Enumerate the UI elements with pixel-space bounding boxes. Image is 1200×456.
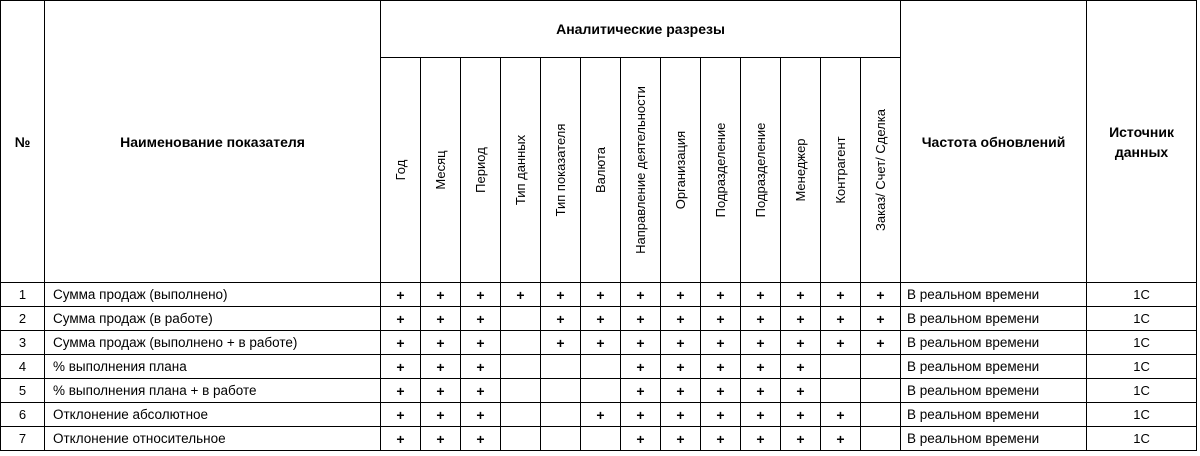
row-number: 4 [1, 355, 45, 379]
dimension-mark: + [821, 331, 861, 355]
dimension-mark: + [701, 403, 741, 427]
dimension-mark [861, 379, 901, 403]
dimension-mark: + [421, 379, 461, 403]
dimension-mark: + [581, 283, 621, 307]
dimension-mark: + [461, 427, 501, 451]
dimension-mark: + [621, 379, 661, 403]
table-row [1, 331, 1197, 355]
dimension-mark: + [861, 307, 901, 331]
dimension-header [821, 58, 861, 283]
row-number: 1 [1, 283, 45, 307]
dimension-mark: + [461, 283, 501, 307]
dimension-mark: + [381, 307, 421, 331]
row-frequency: В реальном времени [901, 331, 1087, 355]
dimension-mark: + [701, 355, 741, 379]
dimension-mark: + [421, 331, 461, 355]
row-source: 1С [1087, 307, 1197, 331]
dimension-label: Заказ/ Счет/ Сделка [872, 109, 888, 231]
dimension-mark [501, 403, 541, 427]
dimension-mark [541, 379, 581, 403]
row-name: Отклонение относительное [45, 427, 381, 451]
dimension-mark: + [621, 283, 661, 307]
dimension-label: Менеджер [792, 138, 808, 202]
dimension-mark: + [781, 331, 821, 355]
dimension-mark: + [621, 307, 661, 331]
dimension-header [741, 58, 781, 283]
dimension-mark: + [461, 379, 501, 403]
dimension-header [701, 58, 741, 283]
dimension-mark: + [381, 379, 421, 403]
dimension-mark: + [541, 331, 581, 355]
dimension-header [541, 58, 581, 283]
dimension-mark: + [781, 307, 821, 331]
row-number: 5 [1, 379, 45, 403]
dimension-mark: + [861, 283, 901, 307]
dimension-mark: + [741, 307, 781, 331]
dimension-mark: + [581, 403, 621, 427]
dimension-mark: + [421, 427, 461, 451]
row-number: 7 [1, 427, 45, 451]
row-name: % выполнения плана [45, 355, 381, 379]
dimension-mark [581, 379, 621, 403]
dimension-header [781, 58, 821, 283]
dimension-mark: + [381, 331, 421, 355]
dimension-mark [501, 331, 541, 355]
dimension-label: Контрагент [832, 136, 848, 204]
dimension-mark: + [621, 427, 661, 451]
row-source: 1С [1087, 427, 1197, 451]
row-name: Сумма продаж (в работе) [45, 307, 381, 331]
row-name: Сумма продаж (выполнено) [45, 283, 381, 307]
row-number: 2 [1, 307, 45, 331]
dimension-mark [821, 379, 861, 403]
dimension-label: Направление деятельности [632, 86, 648, 254]
table-row [1, 427, 1197, 451]
table-row [1, 355, 1197, 379]
dimension-mark [501, 355, 541, 379]
dimension-mark: + [621, 355, 661, 379]
dimension-mark: + [461, 307, 501, 331]
dimension-mark [541, 355, 581, 379]
dimension-mark [501, 379, 541, 403]
row-source: 1С [1087, 331, 1197, 355]
dimension-mark: + [661, 403, 701, 427]
dimension-header [661, 58, 701, 283]
dimension-mark: + [741, 355, 781, 379]
dimension-header [501, 58, 541, 283]
dimension-header [621, 58, 661, 283]
dimension-mark: + [381, 427, 421, 451]
dimension-label: Подразделение [712, 122, 728, 218]
row-name: % выполнения плана + в работе [45, 379, 381, 403]
dimension-mark: + [741, 283, 781, 307]
dimension-mark: + [701, 283, 741, 307]
dimension-mark: + [661, 355, 701, 379]
dimension-label: Период [472, 147, 488, 193]
dimension-mark: + [541, 307, 581, 331]
dimension-mark: + [461, 355, 501, 379]
dimension-mark: + [381, 403, 421, 427]
dimension-label: Организация [672, 130, 688, 210]
row-frequency: В реальном времени [901, 307, 1087, 331]
dimension-mark [821, 355, 861, 379]
header-name: Наименование показателя [45, 1, 381, 283]
table-row [1, 379, 1197, 403]
dimension-header [381, 58, 421, 283]
dimension-mark: + [781, 283, 821, 307]
dimension-label: Подразделение [752, 122, 768, 218]
dimension-mark: + [821, 427, 861, 451]
table-row [1, 307, 1197, 331]
dimension-mark: + [821, 403, 861, 427]
dimension-mark: + [541, 283, 581, 307]
dimension-mark: + [621, 403, 661, 427]
row-frequency: В реальном времени [901, 283, 1087, 307]
dimension-mark: + [381, 283, 421, 307]
row-frequency: В реальном времени [901, 379, 1087, 403]
dimension-mark: + [461, 331, 501, 355]
table-row [1, 403, 1197, 427]
header-source [1087, 1, 1197, 283]
dimension-mark [541, 403, 581, 427]
row-name: Сумма продаж (выполнено + в работе) [45, 331, 381, 355]
dimension-mark: + [781, 403, 821, 427]
row-number: 3 [1, 331, 45, 355]
dimension-mark [861, 427, 901, 451]
dimension-mark: + [741, 331, 781, 355]
dimension-mark: + [861, 331, 901, 355]
header-source-label: Источник данных [1109, 123, 1174, 160]
dimension-mark: + [461, 403, 501, 427]
row-number: 6 [1, 403, 45, 427]
dimension-label: Тип показателя [552, 123, 568, 217]
dimension-mark: + [421, 283, 461, 307]
dimension-mark [581, 355, 621, 379]
dimension-label: Валюта [592, 147, 608, 193]
header-group: Аналитические разрезы [381, 1, 901, 58]
dimension-label: Месяц [432, 150, 448, 190]
dimension-mark: + [661, 427, 701, 451]
dimension-mark: + [701, 427, 741, 451]
dimension-mark: + [661, 331, 701, 355]
dimension-mark [861, 403, 901, 427]
dimension-mark: + [701, 379, 741, 403]
dimension-header [861, 58, 901, 283]
dimension-mark: + [701, 307, 741, 331]
dimension-mark: + [421, 307, 461, 331]
row-source: 1С [1087, 403, 1197, 427]
row-source: 1С [1087, 283, 1197, 307]
row-source: 1С [1087, 355, 1197, 379]
dimension-mark: + [781, 379, 821, 403]
dimension-mark: + [581, 307, 621, 331]
dimension-mark: + [501, 283, 541, 307]
dimension-mark [861, 355, 901, 379]
dimension-header [461, 58, 501, 283]
dimension-mark: + [821, 283, 861, 307]
header-num: № [1, 1, 45, 283]
dimension-label: Год [392, 159, 408, 181]
dimension-header [581, 58, 621, 283]
dimension-mark [581, 427, 621, 451]
dimension-mark: + [661, 283, 701, 307]
dimension-mark: + [741, 427, 781, 451]
dimension-mark: + [661, 307, 701, 331]
dimension-label: Тип данных [512, 134, 528, 206]
dimension-mark: + [421, 355, 461, 379]
dimension-mark [501, 307, 541, 331]
dimension-mark: + [381, 355, 421, 379]
dimension-mark [501, 427, 541, 451]
dimension-mark: + [821, 307, 861, 331]
dimension-header [421, 58, 461, 283]
dimension-mark: + [701, 331, 741, 355]
row-frequency: В реальном времени [901, 355, 1087, 379]
dimension-mark: + [741, 403, 781, 427]
header-freq: Частота обновлений [901, 1, 1087, 283]
table-row [1, 283, 1197, 307]
row-source: 1С [1087, 379, 1197, 403]
dimension-mark: + [661, 379, 701, 403]
dimension-mark: + [621, 331, 661, 355]
dimension-mark: + [421, 403, 461, 427]
dimension-mark [541, 427, 581, 451]
row-frequency: В реальном времени [901, 427, 1087, 451]
dimension-mark: + [741, 379, 781, 403]
row-name: Отклонение абсолютное [45, 403, 381, 427]
dimension-mark: + [781, 355, 821, 379]
row-frequency: В реальном времени [901, 403, 1087, 427]
dimension-mark: + [781, 427, 821, 451]
dimension-mark: + [581, 331, 621, 355]
